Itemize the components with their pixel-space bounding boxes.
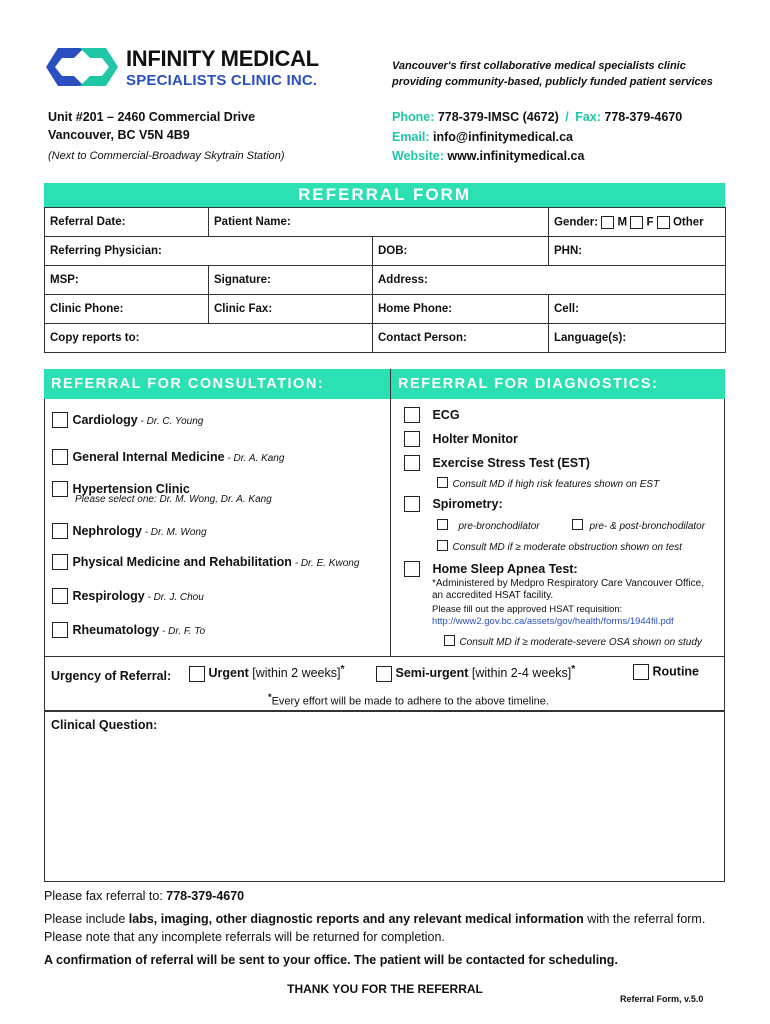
logo-title: INFINITY MEDICAL (126, 46, 319, 71)
patient-name-field[interactable]: Patient Name: (209, 208, 549, 237)
pre-post-bronchodilator-checkbox[interactable] (572, 519, 583, 530)
holter-checkbox[interactable] (404, 431, 420, 447)
nephrology-checkbox[interactable] (52, 523, 68, 539)
clinic-phone-field[interactable]: Clinic Phone: (45, 295, 209, 324)
consult-item-cardiology[interactable]: Cardiology - Dr. C. Young (52, 411, 203, 429)
hsat-requisition-link[interactable]: http://www2.gov.bc.ca/assets/gov/health/forms/1944fil.pdf (432, 616, 674, 627)
physical-medicine-checkbox[interactable] (52, 554, 68, 570)
logo (44, 46, 120, 88)
diag-item-spirometry[interactable]: Spirometry: (404, 495, 503, 513)
urgency-note: *Every effort will be made to adhere to the above timeline. (268, 692, 549, 708)
include-instruction: Please include labs, imaging, other diagnostic reports and any relevant medical information with the referral form. (44, 912, 706, 926)
phone-value: 778-379-IMSC (4672) (437, 110, 559, 124)
consult-item-rheumatology[interactable]: Rheumatology - Dr. F. To (52, 621, 205, 639)
website-line (392, 149, 584, 163)
internal-medicine-checkbox[interactable] (52, 449, 68, 465)
sleep-consult-option[interactable]: Consult MD if ≥ moderate-severe OSA shown on study (444, 632, 702, 650)
diag-item-sleep-apnea[interactable]: Home Sleep Apnea Test: (404, 560, 578, 578)
consult-item-internal-medicine[interactable]: General Internal Medicine - Dr. A. Kang (52, 448, 284, 466)
patient-info-table (44, 207, 726, 353)
website-link[interactable]: www.infinitymedical.ca (447, 149, 585, 163)
hypertension-note: Please select one: Dr. M. Wong, Dr. A. Kang (75, 494, 272, 505)
consult-item-respirology[interactable]: Respirology - Dr. J. Chou (52, 587, 204, 605)
urgent-checkbox[interactable] (189, 666, 205, 682)
pre-post-bronchodilator-option[interactable]: pre- & post-bronchodilator (572, 516, 705, 534)
gender-f-checkbox[interactable] (630, 216, 643, 229)
copy-reports-field[interactable]: Copy reports to: (45, 324, 373, 353)
sleep-consult-checkbox[interactable] (444, 635, 455, 646)
routine-option[interactable]: Routine (633, 664, 699, 680)
form-version: Referral Form, v.5.0 (620, 994, 704, 1004)
diagnostics-title: REFERRAL FOR DIAGNOSTICS: (391, 369, 725, 399)
phone-line (392, 110, 682, 124)
address-line2: Vancouver, BC V5N 4B9 (48, 128, 190, 142)
tagline-line2: providing community-based, publicly funded patient services (392, 76, 713, 88)
sleep-apnea-checkbox[interactable] (404, 561, 420, 577)
phone-separator: / (565, 110, 569, 124)
signature-field[interactable]: Signature: (209, 266, 373, 295)
semi-urgent-option[interactable]: Semi-urgent [within 2-4 weeks]* (376, 664, 575, 682)
gender-m-checkbox[interactable] (601, 216, 614, 229)
gender-field: Gender: M F Other (549, 208, 726, 237)
clinical-question-box[interactable] (44, 710, 725, 882)
contact-person-field[interactable]: Contact Person: (373, 324, 549, 353)
semi-urgent-checkbox[interactable] (376, 666, 392, 682)
consultation-title: REFERRAL FOR CONSULTATION: (44, 369, 390, 399)
form-title: REFERRAL FORM (44, 183, 725, 207)
consult-item-nephrology[interactable]: Nephrology - Dr. M. Wong (52, 522, 207, 540)
urgent-option[interactable]: Urgent [within 2 weeks]* (189, 664, 345, 682)
pre-bronchodilator-option[interactable]: pre-bronchodilator (437, 516, 540, 534)
home-phone-field[interactable]: Home Phone: (373, 295, 549, 324)
fax-label: Fax: (575, 110, 601, 124)
fax-value: 778-379-4670 (604, 110, 683, 124)
sleep-note-1: *Administered by Medpro Respiratory Care Vancouver Office, (432, 578, 704, 589)
thank-you-text: THANK YOU FOR THE REFERRAL (287, 982, 483, 996)
fax-instruction: Please fax referral to: 778-379-4670 (44, 889, 245, 903)
clinic-fax-field[interactable]: Clinic Fax: (209, 295, 373, 324)
respirology-checkbox[interactable] (52, 588, 68, 604)
infinity-logo-icon (44, 46, 120, 88)
sleep-note-2: an accredited HSAT facility. (432, 590, 554, 601)
sleep-note-3: Please fill out the approved HSAT requisition: (432, 604, 623, 615)
cell-field[interactable]: Cell: (549, 295, 726, 324)
referring-physician-field[interactable]: Referring Physician: (45, 237, 373, 266)
phn-field[interactable]: PHN: (549, 237, 726, 266)
dob-field[interactable]: DOB: (373, 237, 549, 266)
pre-bronchodilator-checkbox[interactable] (437, 519, 448, 530)
msp-field[interactable]: MSP: (45, 266, 209, 295)
hypertension-checkbox[interactable] (52, 481, 68, 497)
phone-label: Phone: (392, 110, 435, 124)
gender-other-checkbox[interactable] (657, 216, 670, 229)
tagline-line1: Vancouver's first collaborative medical specialists clinic (392, 60, 686, 72)
consult-item-hypertension[interactable]: Hypertension Clinic (52, 480, 190, 498)
email-link[interactable]: info@infinitymedical.ca (433, 130, 573, 144)
confirmation-note: A confirmation of referral will be sent to your office. The patient will be contacted for scheduling. (44, 953, 618, 967)
spirometry-checkbox[interactable] (404, 496, 420, 512)
rheumatology-checkbox[interactable] (52, 622, 68, 638)
clinical-question-label: Clinical Question: (51, 718, 158, 732)
incomplete-note: Please note that any incomplete referrals will be returned for completion. (44, 930, 445, 944)
referral-date-field[interactable]: Referral Date: (45, 208, 209, 237)
est-consult-checkbox[interactable] (437, 477, 448, 488)
diag-item-ecg[interactable]: ECG (404, 406, 460, 424)
address-line1: Unit #201 – 2460 Commercial Drive (48, 110, 256, 124)
consult-item-physical-medicine[interactable]: Physical Medicine and Rehabilitation - Dr. E. Kwong (52, 553, 359, 571)
languages-field[interactable]: Language(s): (549, 324, 726, 353)
email-line (392, 130, 573, 144)
address-field[interactable]: Address: (373, 266, 726, 295)
diag-item-est[interactable]: Exercise Stress Test (EST) (404, 454, 590, 472)
urgency-label: Urgency of Referral: (51, 669, 172, 683)
est-checkbox[interactable] (404, 455, 420, 471)
address-note: (Next to Commercial-Broadway Skytrain Station) (48, 150, 285, 162)
ecg-checkbox[interactable] (404, 407, 420, 423)
logo-subtitle: SPECIALISTS CLINIC INC. (126, 72, 318, 89)
email-label: Email: (392, 130, 430, 144)
spiro-consult-checkbox[interactable] (437, 540, 448, 551)
cardiology-checkbox[interactable] (52, 412, 68, 428)
routine-checkbox[interactable] (633, 664, 649, 680)
est-consult-option[interactable]: Consult MD if high risk features shown on EST (437, 474, 659, 492)
diag-item-holter[interactable]: Holter Monitor (404, 430, 518, 448)
spiro-consult-option[interactable]: Consult MD if ≥ moderate obstruction shown on test (437, 537, 682, 555)
website-label: Website: (392, 149, 444, 163)
section-divider (390, 369, 391, 657)
